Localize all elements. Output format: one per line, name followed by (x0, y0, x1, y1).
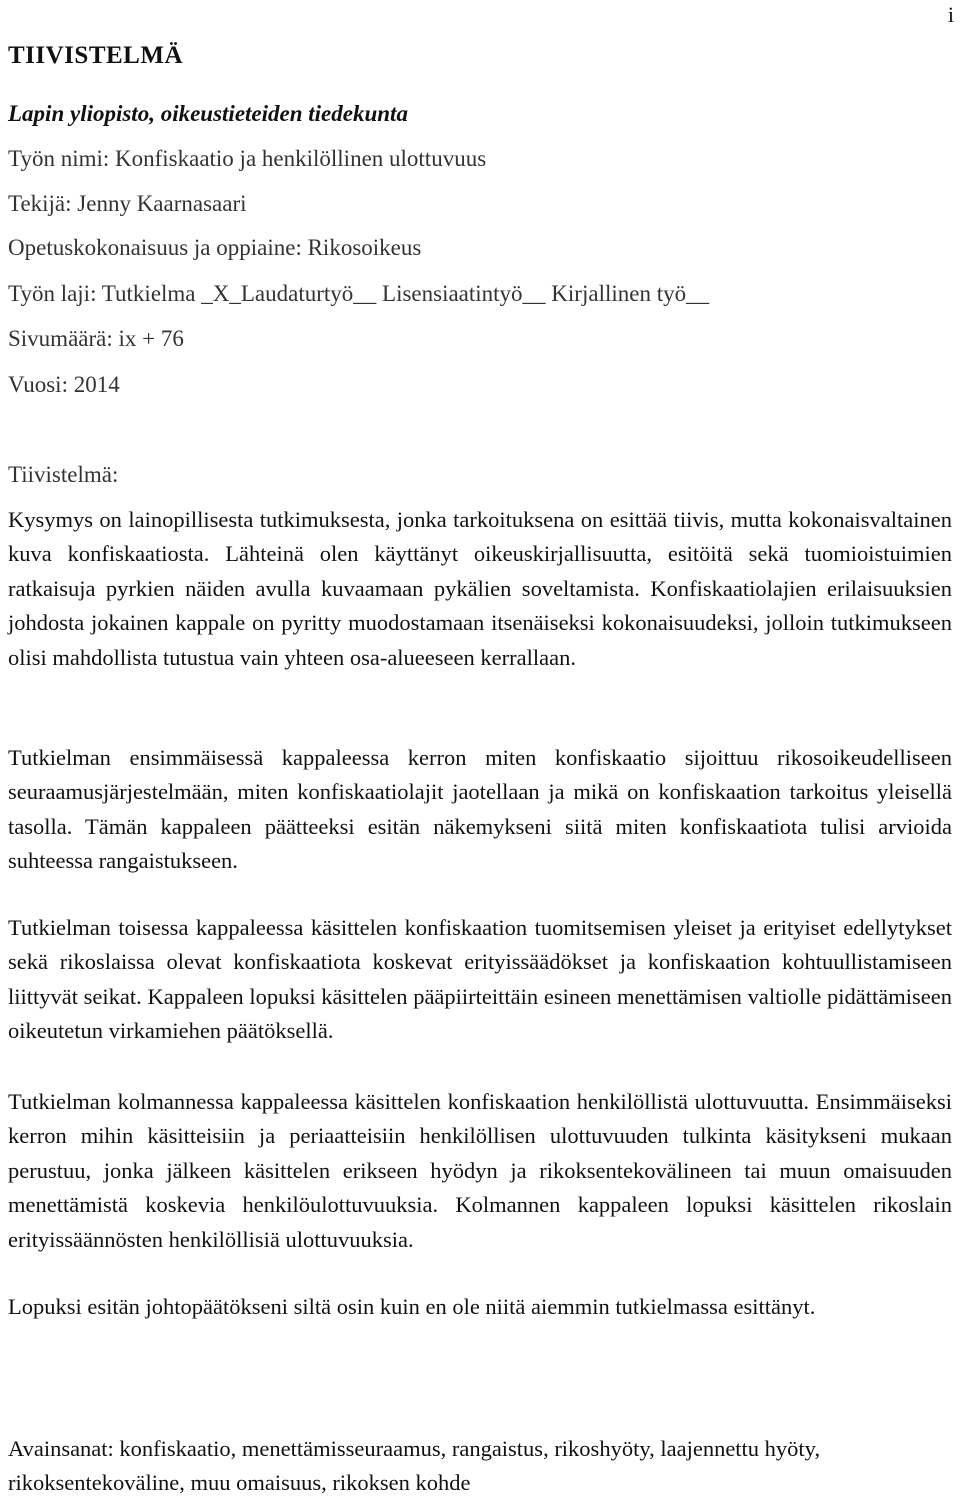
year-line: Vuosi: 2014 (8, 372, 120, 397)
page-number: i (947, 2, 954, 27)
work-type-line: Työn laji: Tutkielma _X_Laudaturtyö__ Lisensiaatintyö__ Kirjallinen työ__ (8, 281, 710, 306)
work-name-line: Työn nimi: Konfiskaatio ja henkilöllinen ulottuvuus (8, 146, 487, 171)
abstract-paragraph-5: Lopuksi esitän johtopäätökseni siltä osin kuin en ole niitä aiemmin tutkielmassa esittänyt. (8, 1294, 816, 1319)
keywords: Avainsanat: konfiskaatio, menettämisseuraamus, rangaistus, rikoshyöty, laajennettu hyöty, rikoksentekoväline, muu omaisuus, rikoksen kohde (8, 1436, 821, 1495)
abstract-paragraph-3: Tutkielman toisessa kappaleessa käsittelen konfiskaation tuomitsemisen yleiset ja erityiset edellytykset sekä rikoslaissa olevat konfiskaatiota koskevat erityissäädökset ja konfiskaation kohtuullistamiseen liittyvät seikat. Kappaleen lopuksi käsittelen pääpiirteittäin esineen menettämisen valtiolle pidättämiseen oikeutetun virkamiehen päätöksellä. (8, 915, 952, 1044)
subject-line: Opetuskokonaisuus ja oppiaine: Rikosoikeus (8, 235, 422, 260)
faculty-heading: Lapin yliopisto, oikeustieteiden tiedekunta (8, 101, 408, 126)
abstract-label: Tiivistelmä: (8, 462, 119, 487)
page-count-line: Sivumäärä: ix + 76 (8, 326, 184, 351)
abstract-paragraph-1: Kysymys on lainopillisesta tutkimuksesta, jonka tarkoituksena on esittää tiivis, mutta kokonaisvaltainen kuva konfiskaatiosta. Lähteinä olen käyttänyt oikeuskirjallisuutta, esitöitä sekä tuomioistuimien ratkaisuja pyrkien näiden avulla kuvaamaan pykälien soveltamista. Konfiskaatiolajien erilaisuuksien johdosta jokainen kappale on pyritty muodostamaan itsenäiseksi kokonaisuudeksi, jolloin tutkimukseen olisi mahdollista tutustua vain yhteen osa-alueeseen kerrallaan. (8, 507, 952, 670)
page-title: TIIVISTELMÄ (8, 42, 183, 69)
author-line: Tekijä: Jenny Kaarnasaari (8, 191, 247, 216)
abstract-paragraph-2: Tutkielman ensimmäisessä kappaleessa kerron miten konfiskaatio sijoittuu rikosoikeudelliseen seuraamusjärjestelmään, miten konfiskaatiolajit jaotellaan ja mikä on konfiskaation tarkoitus yleisellä tasolla. Tämän kappaleen päätteeksi esitän näkemykseni siitä miten konfiskaatiota tulisi arvioida suhteessa rangaistukseen. (8, 745, 952, 874)
abstract-paragraph-4: Tutkielman kolmannessa kappaleessa käsittelen konfiskaation henkilöllistä ulottuvuutta. Ensimmäiseksi kerron mihin käsitteisiin ja periaatteisiin henkilöllisen ulottuvuuden tulkinta käsitykseni mukaan perustuu, jonka jälkeen käsittelen erikseen hyödyn ja rikoksentekovälineen tai muun omaisuuden menettämistä koskevia henkilöulottuvuuksia. Kolmannen kappaleen lopuksi käsittelen rikoslain erityissäännösten henkilöllisiä ulottuvuuksia. (8, 1089, 952, 1252)
